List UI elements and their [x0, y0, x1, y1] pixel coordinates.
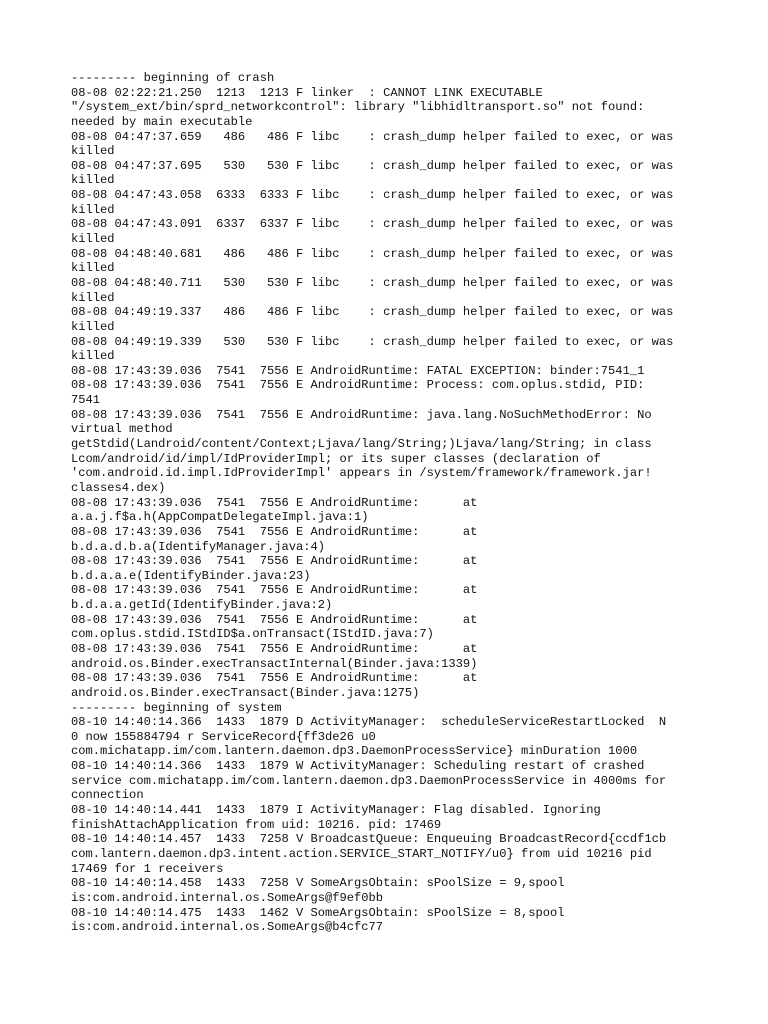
log-line: a.a.j.f$a.h(AppCompatDelegateImpl.java:1) [71, 510, 369, 525]
log-line: 'com.android.id.impl.IdProviderImpl' appears in /system/framework/framework.jar! [71, 466, 652, 481]
log-line: is:com.android.internal.os.SomeArgs@b4cfc77 [71, 920, 384, 935]
log-line: killed [71, 261, 115, 276]
log-line: 08-08 04:49:19.339 530 530 F libc : crash_dump helper failed to exec, or was [71, 334, 674, 349]
log-line: 08-08 04:47:43.058 6333 6333 F libc : crash_dump helper failed to exec, or was [71, 188, 674, 203]
log-document [71, 71, 711, 935]
log-line: 08-10 14:40:14.458 1433 7258 V SomeArgsObtain: sPoolSize = 9,spool [71, 876, 565, 891]
log-line: 08-08 17:43:39.036 7541 7556 E AndroidRuntime: java.lang.NoSuchMethodError: No [71, 407, 652, 422]
log-line: 08-08 04:47:43.091 6337 6337 F libc : crash_dump helper failed to exec, or was [71, 217, 674, 232]
log-line: killed [71, 232, 115, 247]
log-line: 08-08 17:43:39.036 7541 7556 E AndroidRuntime: at [71, 524, 478, 539]
log-line: 08-08 17:43:39.036 7541 7556 E AndroidRuntime: at [71, 554, 478, 569]
log-line: 08-08 17:43:39.036 7541 7556 E AndroidRuntime: at [71, 495, 478, 510]
log-line: Lcom/android/id/impl/IdProviderImpl; or its super classes (declaration of [71, 451, 601, 466]
log-line: --------- beginning of crash [71, 71, 275, 85]
log-line: killed [71, 349, 115, 364]
log-line: 08-08 04:47:37.695 530 530 F libc : crash_dump helper failed to exec, or was [71, 158, 674, 173]
log-line: classes4.dex) [71, 480, 166, 495]
log-line: 17469 for 1 receivers [71, 861, 224, 876]
log-line: getStdid(Landroid/content/Context;Ljava/lang/String;)Ljava/lang/String; in class [71, 437, 652, 452]
log-line: com.oplus.stdid.IStdID$a.onTransact(IStdID.java:7) [71, 627, 434, 642]
log-line: com.michatapp.im/com.lantern.daemon.dp3.DaemonProcessService} minDuration 1000 [71, 744, 638, 759]
log-line: needed by main executable [71, 114, 253, 129]
log-line: 0 now 155884794 r ServiceRecord{ff3de26 u0 [71, 729, 376, 744]
log-line: 08-08 04:49:19.337 486 486 F libc : crash_dump helper failed to exec, or was [71, 305, 674, 320]
log-line: 08-10 14:40:14.366 1433 1879 D ActivityManager: scheduleServiceRestartLocked N [71, 715, 667, 730]
log-line: killed [71, 173, 115, 188]
log-line: 08-10 14:40:14.441 1433 1879 I ActivityManager: Flag disabled. Ignoring [71, 803, 601, 818]
log-line: 08-08 02:22:21.250 1213 1213 F linker : CANNOT LINK EXECUTABLE [71, 85, 543, 100]
log-line: 08-10 14:40:14.475 1433 1462 V SomeArgsObtain: sPoolSize = 8,spool [71, 905, 565, 920]
log-line: 08-08 17:43:39.036 7541 7556 E AndroidRuntime: Process: com.oplus.stdid, PID: [71, 378, 645, 393]
log-line: 08-08 04:48:40.711 530 530 F libc : crash_dump helper failed to exec, or was [71, 275, 674, 290]
log-line: android.os.Binder.execTransactInternal(Binder.java:1339) [71, 656, 478, 671]
log-line: 08-08 17:43:39.036 7541 7556 E AndroidRuntime: at [71, 641, 478, 656]
log-line: "/system_ext/bin/sprd_networkcontrol": library "libhidltransport.so" not found: [71, 100, 645, 115]
log-line: 08-10 14:40:14.366 1433 1879 W ActivityManager: Scheduling restart of crashed [71, 759, 645, 774]
log-line: 08-10 14:40:14.457 1433 7258 V BroadcastQueue: Enqueuing BroadcastRecord{ccdf1cb [71, 832, 667, 847]
log-line: 7541 [71, 393, 101, 408]
log-line: connection [71, 788, 144, 803]
log-line: virtual method [71, 422, 173, 437]
log-line: 08-08 17:43:39.036 7541 7556 E AndroidRuntime: at [71, 671, 478, 686]
log-line: 08-08 17:43:39.036 7541 7556 E AndroidRuntime: at [71, 583, 478, 598]
log-line: b.d.a.a.e(IdentifyBinder.java:23) [71, 568, 311, 583]
log-line: 08-08 17:43:39.036 7541 7556 E AndroidRuntime: at [71, 612, 478, 627]
log-line: --------- beginning of system [71, 700, 282, 715]
log-line: finishAttachApplication from uid: 10216. pid: 17469 [71, 817, 442, 832]
log-line: b.d.a.a.getId(IdentifyBinder.java:2) [71, 598, 333, 613]
log-line: 08-08 04:47:37.659 486 486 F libc : crash_dump helper failed to exec, or was [71, 129, 674, 144]
log-line: service com.michatapp.im/com.lantern.daemon.dp3.DaemonProcessService in 4000ms for [71, 773, 667, 788]
log-line: killed [71, 290, 115, 305]
log-line: b.d.a.d.b.a(IdentifyManager.java:4) [71, 539, 326, 554]
log-line: 08-08 17:43:39.036 7541 7556 E AndroidRuntime: FATAL EXCEPTION: binder:7541_1 [71, 363, 645, 378]
log-line: is:com.android.internal.os.SomeArgs@f9ef0bb [71, 890, 384, 905]
log-line: com.lantern.daemon.dp3.intent.action.SERVICE_START_NOTIFY/u0} from uid 10216 pid [71, 846, 652, 861]
log-line: killed [71, 144, 115, 159]
log-line: killed [71, 319, 115, 334]
log-line: killed [71, 202, 115, 217]
log-line: android.os.Binder.execTransact(Binder.java:1275) [71, 685, 420, 700]
log-line: 08-08 04:48:40.681 486 486 F libc : crash_dump helper failed to exec, or was [71, 246, 674, 261]
